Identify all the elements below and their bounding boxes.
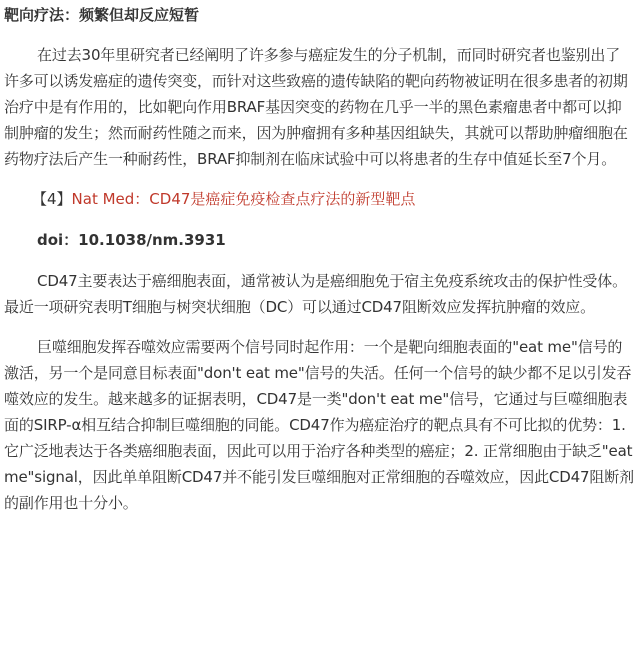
doi-line: doi：10.1038/nm.3931: [37, 231, 226, 249]
reference-title-link[interactable]: Nat Med：CD47是癌症免疫检查点疗法的新型靶点: [71, 190, 416, 208]
reference-number: 【4】: [32, 190, 72, 208]
article-body: [0, 2, 640, 655]
section-heading: 靶向疗法：频繁但却反应短暂: [4, 6, 200, 24]
paragraph-macrophage-signals: 巨噬细胞发挥吞噬效应需要两个信号同时起作用：一个是靶向细胞表面的"eat me"信号的激活，另一个是同意目标表面"don't eat me"信号的失活。任何一个信号的缺少都不足以引发吞噬效应的发生。越来越多的证据表明，CD47是一类"don't eat me"信号，它通过与巨噬细胞表面的SIRP-α相互结合抑制巨噬细胞的同能。CD47作为癌症治疗的靶点具有不可比拟的优势：1.它广泛地表达于各类癌细胞表面，因此可以用于治疗各种类型的癌症；2. 正常细胞由于缺乏"eat me"signal，因此单单阻断CD47并不能引发巨噬细胞对正常细胞的吞噬效应，因此CD47阻断剂的副作用也十分小。: [4, 338, 634, 512]
paragraph-targeted-therapy: 在过去30年里研究者已经阐明了许多参与癌症发生的分子机制，而同时研究者也鉴别出了许多可以诱发癌症的遗传突变，而针对这些致癌的遗传缺陷的靶向药物被证明在很多患者的初期治疗中是有作用的，比如靶向作用BRAF基因突变的药物在几乎一半的黑色素瘤患者中都可以抑制肿瘤的发生；然而耐药性随之而来，因为肿瘤拥有多种基因组缺失，其就可以帮助肿瘤细胞在药物疗法后产生一种耐药性，BRAF抑制剂在临床试验中可以将患者的生存中值延长至7个月。: [4, 46, 628, 168]
reference-line: [4, 186, 634, 212]
paragraph-cd47-intro: CD47主要表达于癌细胞表面，通常被认为是癌细胞免于宿主免疫系统攻击的保护性受体。最近一项研究表明T细胞与树突状细胞（DC）可以通过CD47阻断效应发挥抗肿瘤的效应。: [4, 272, 627, 316]
